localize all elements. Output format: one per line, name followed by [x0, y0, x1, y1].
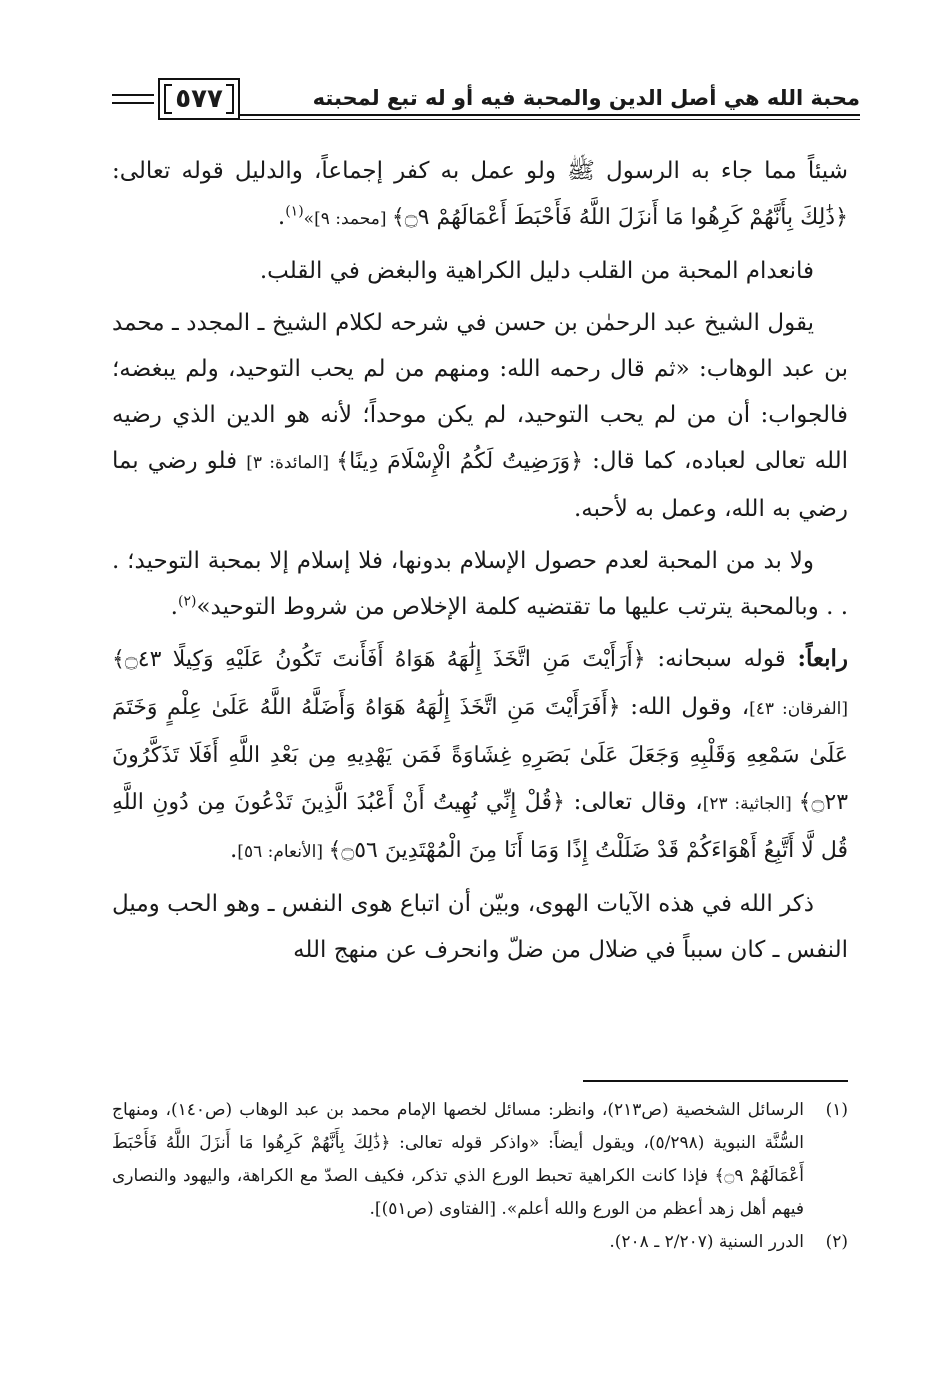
- quran-quote: ﴿ذَٰلِكَ بِأَنَّهُمْ كَرِهُوا مَا أَنزَلَ اللَّهُ فَأَحْبَطَ أَعْمَالَهُمْ ۝٩﴾: [391, 205, 848, 230]
- punctuation: .: [277, 204, 286, 230]
- footnote-text: الدرر السنية (٢/٢٠٧ ـ ٢٠٨).: [609, 1232, 804, 1252]
- paragraph-text: قوله سبحانه:: [645, 646, 798, 672]
- punctuation: .: [229, 837, 238, 863]
- paragraph-text: شيئاً مما جاء به الرسول ﷺ ولو عمل به كفر إجماعاً، والدليل قوله تعالى:: [112, 158, 848, 184]
- quran-quote: ﴿أَفَرَأَيْتَ مَنِ اتَّخَذَ إِلَٰهَهُ هَوَاهُ وَأَضَلَّهُ اللَّهُ عَلَىٰ عِلْمٍ وَخَتَمَ عَلَىٰ سَمْعِهِ وَقَلْبِهِ وَجَعَلَ عَلَىٰ بَصَرِهِ غِشَاوَةً فَمَن يَهْدِيهِ مِن بَعْدِ اللَّهِ أَفَلَا تَذَكَّرُونَ ۝٢٣﴾: [112, 695, 849, 815]
- footnote-marker[interactable]: (٢): [177, 593, 197, 610]
- paragraph-text: ، وقول الله:: [620, 694, 750, 720]
- paragraph-text: ولا بد من المحبة لعدم حصول الإسلام بدونها، فلا إسلام إلا بمحبة التوحيد؛ . . . وبالمحبة يترتب عليها ما تقتضيه كلمة الإخلاص من شروط التوحيد»: [112, 548, 848, 620]
- punctuation: .: [170, 594, 178, 620]
- verse-reference: [الجاثية: ٢٣]: [702, 794, 799, 814]
- paragraph-text: يقول الشيخ عبد الرحمٰن بن حسن في شرحه لكلام الشيخ ـ المجدد ـ محمد بن عبد الوهاب: «ثم قال رحمه الله: ومنهم من لم يحب التوحيد، ولم يبغضه؛ فالجواب: أن من لم يحب التوحيد، لم يكن موحداً؛ لأنه هو الدين الذي رضيه الله تعالى لعباده، كما قال:: [112, 310, 849, 474]
- footnote-number: (٢): [825, 1232, 848, 1252]
- header-rule-thin: [240, 119, 860, 120]
- running-title: محبة الله هي أصل الدين والمحبة فيه أو له تبع لمحبته: [312, 86, 860, 110]
- header-left-rule: [112, 94, 154, 96]
- paragraph-text: ، وقال تعالى:: [564, 789, 703, 815]
- verse-reference: [محمد: ٩]»: [303, 209, 392, 229]
- paragraph-text: فلو رضي بما رضي به الله، وعمل به لأحبه.: [112, 448, 848, 522]
- page-header: [112, 78, 860, 126]
- verse-reference: [الفرقان: ٤٣]: [749, 699, 848, 719]
- verse-reference: [الأنعام: ٥٦]: [237, 842, 329, 862]
- main-text: [112, 148, 848, 973]
- quran-quote: ﴿قُلْ إِنِّي نُهِيتُ أَنْ أَعْبُدَ الَّذِينَ تَدْعُونَ مِن دُونِ اللَّهِ قُل لَّا أَتَّبِعُ أَهْوَاءَكُمْ قَدْ ضَلَلْتُ إِذًا وَمَا أَنَا مِنَ الْمُهْتَدِينَ ۝٥٦﴾: [112, 790, 848, 863]
- paragraph-2: فانعدام المحبة من القلب دليل الكراهية والبغض في القلب.: [259, 258, 814, 284]
- paragraph-3: [112, 300, 848, 532]
- footnote-marker[interactable]: (١): [285, 203, 304, 220]
- footnote-number: (١): [825, 1100, 848, 1120]
- quran-quote: ﴿وَرَضِيتُ لَكُمُ الْإِسْلَامَ دِينًا﴾: [336, 449, 584, 474]
- paragraph-6: ذكر الله في هذه الآيات الهوى، وبيّن أن اتباع هوى النفس ـ وهو الحب وميل النفس ـ كان سبباً في ضلال من ضلّ وانحرف عن منهج الله: [112, 891, 848, 963]
- footnote-separator: [583, 1080, 848, 1082]
- section-lead: رابعاً:: [797, 645, 848, 672]
- quran-quote: ﴿أَرَأَيْتَ مَنِ اتَّخَذَ إِلَٰهَهُ هَوَاهُ أَفَأَنتَ تَكُونُ عَلَيْهِ وَكِيلًا ۝٤٣﴾: [112, 647, 646, 672]
- page-number-frame: [158, 78, 240, 120]
- header-rule: [240, 114, 860, 116]
- paragraph-4: [112, 538, 848, 630]
- verse-reference: [المائدة: ٣]: [246, 453, 337, 473]
- paragraph-5: [112, 636, 848, 875]
- footnotes: [112, 1094, 848, 1259]
- paragraph-1: [112, 148, 848, 242]
- footnote-1: [112, 1094, 848, 1226]
- footnote-text: الرسائل الشخصية (ص٢١٣)، وانظر: مسائل لخصها الإمام محمد بن عبد الوهاب (ص١٤٠)، ومنهاج السُّنَّة النبوية (٥/٢٩٨)، ويقول أيضاً: «واذكر قوله تعالى: ﴿ذَٰلِكَ بِأَنَّهُمْ كَرِهُوا مَا أَنزَلَ اللَّهُ فَأَحْبَطَ أَعْمَالَهُمْ ۝٩﴾ فإذا كانت الكراهية تحبط الورع الذي تذكر، فكيف الصدّ مع الكراهة، واليهود والنصارى فيهم أهل زهد أعظم من الورع والله أعلم». [الفتاوى (ص٥١)].: [112, 1100, 805, 1219]
- page-number: ٥٧٧: [175, 84, 223, 114]
- header-left-rule-lower: [112, 102, 154, 104]
- footnote-2: [112, 1226, 848, 1259]
